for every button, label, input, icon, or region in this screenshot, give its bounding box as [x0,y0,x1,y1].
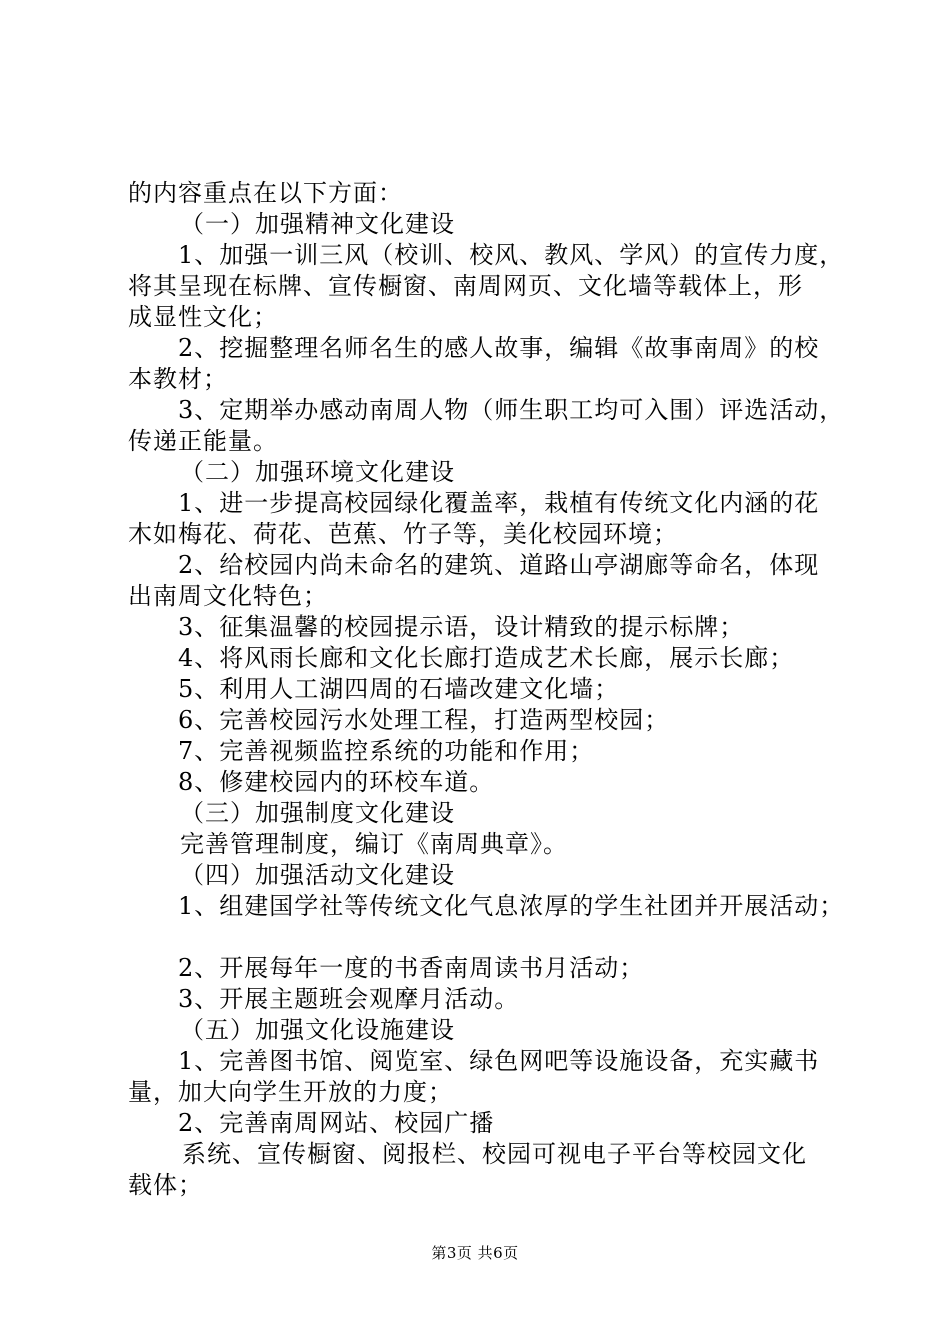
section-heading: （二）加强环境文化建设 [180,458,455,486]
text-line: 传递正能量。 [128,427,278,455]
text-line: 7、完善视频监控系统的功能和作用； [178,737,595,765]
section-heading: （五）加强文化设施建设 [180,1016,455,1044]
text-line: 2、开展每年一度的书香南周读书月活动； [178,954,645,982]
section-heading: （一）加强精神文化建设 [180,210,455,238]
section-heading: （三）加强制度文化建设 [180,799,455,827]
text-line: 8、修建校园内的环校车道。 [178,768,495,796]
text-line: 4、将风雨长廊和文化长廊打造成艺术长廊，展示长廊； [178,644,795,672]
text-line: 完善管理制度，编订《南周典章》。 [180,830,568,858]
text-line: 量，加大向学生开放的力度； [128,1078,453,1106]
text-line: 木如梅花、荷花、芭蕉、竹子等，美化校园环境； [128,520,678,548]
text-line: 出南周文化特色； [128,582,328,610]
text-line: 2、给校园内尚未命名的建筑、道路山亭湖廊等命名，体现 [178,551,820,579]
text-line: 3、定期举办感动南周人物（师生职工均可入围）评选活动， [178,396,845,424]
text-line: 3、征集温馨的校园提示语，设计精致的提示标牌； [178,613,745,641]
page-footer: 第3页 共6页 [431,1244,519,1262]
section-heading: （四）加强活动文化建设 [180,861,455,889]
text-line: 系统、宣传橱窗、阅报栏、校园可视电子平台等校园文化 [182,1140,807,1168]
text-line: 5、利用人工湖四周的石墙改建文化墙； [178,675,620,703]
text-line: 本教材； [128,365,228,393]
text-line: 1、完善图书馆、阅览室、绿色网吧等设施设备，充实藏书 [178,1047,820,1075]
text-line: 3、开展主题班会观摩月活动。 [178,985,520,1013]
text-line: 载体； [128,1171,203,1199]
text-line: 成显性文化； [128,303,278,331]
text-line: 的内容重点在以下方面： [128,179,403,207]
text-line: 将其呈现在标牌、宣传橱窗、南周网页、文化墙等载体上，形 [128,272,803,300]
text-line: 2、挖掘整理名师名生的感人故事，编辑《故事南周》的校 [178,334,820,362]
text-line: 2、完善南周网站、校园广播 [178,1109,495,1137]
text-line: 1、组建国学社等传统文化气息浓厚的学生社团并开展活动； [178,892,845,920]
text-line: 1、加强一训三风（校训、校风、教风、学风）的宣传力度， [178,241,845,269]
text-line: 6、完善校园污水处理工程，打造两型校园； [178,706,670,734]
text-line: 1、进一步提高校园绿化覆盖率，栽植有传统文化内涵的花 [178,489,820,517]
